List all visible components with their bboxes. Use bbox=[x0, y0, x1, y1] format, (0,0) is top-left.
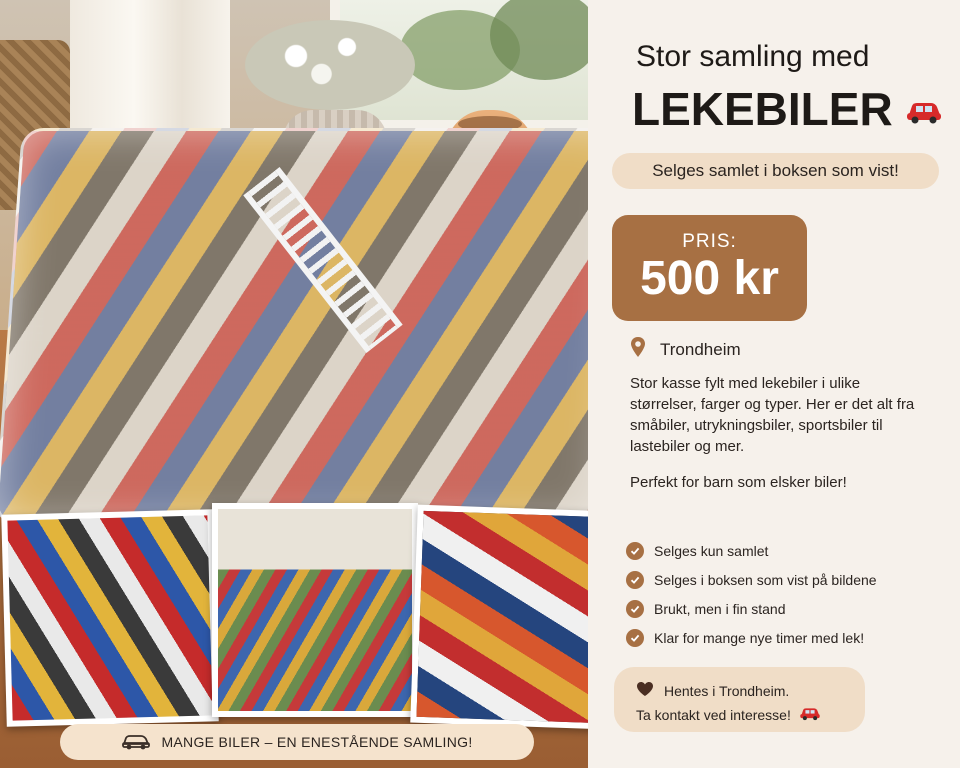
red-car-icon bbox=[799, 705, 821, 724]
thumbnail-photo-2 bbox=[212, 503, 418, 717]
description bbox=[630, 373, 930, 493]
flowers bbox=[245, 20, 415, 110]
description-paragraph-2: Perfekt for barn som elsker biler! bbox=[630, 474, 847, 491]
check-icon bbox=[626, 571, 644, 589]
check-icon bbox=[626, 629, 644, 647]
heart-icon bbox=[636, 681, 654, 700]
feature-text: Klar for mange nye timer med lek! bbox=[654, 629, 865, 646]
title-line-1: Stor samling med bbox=[636, 40, 870, 73]
red-car-icon bbox=[905, 82, 943, 136]
location-pin-icon bbox=[630, 336, 646, 363]
description-paragraph-1: Stor kasse fylt med lekebiler i ulike størrelser, farger og typer. Her er det alt fra småbiler, utrykningsbiler, sportsbiler til lastebiler og mer. bbox=[630, 375, 915, 455]
contact-line-2: Ta kontakt ved interesse! bbox=[636, 706, 791, 723]
feature-text: Selges kun samlet bbox=[654, 542, 769, 559]
price-box bbox=[612, 215, 807, 321]
price-label: PRIS: bbox=[682, 231, 737, 252]
feature-list bbox=[626, 536, 877, 652]
subtitle-pill: Selges samlet i boksen som vist! bbox=[612, 153, 939, 189]
location-text: Trondheim bbox=[660, 339, 741, 359]
feature-text: Brukt, men i fin stand bbox=[654, 600, 786, 617]
check-icon bbox=[626, 600, 644, 618]
location bbox=[630, 336, 741, 363]
contact-line-1: Hentes i Trondheim. bbox=[664, 682, 790, 699]
list-item bbox=[626, 565, 877, 594]
bottom-banner bbox=[60, 724, 534, 760]
title-main: LEKEBILER bbox=[632, 83, 893, 135]
list-item bbox=[626, 623, 877, 652]
list-item bbox=[626, 594, 877, 623]
list-item bbox=[626, 536, 877, 565]
check-icon bbox=[626, 542, 644, 560]
car-outline-icon bbox=[121, 732, 151, 753]
contact-pill bbox=[614, 667, 865, 732]
thumbnail-photo-3 bbox=[410, 505, 588, 730]
feature-text: Selges i boksen som vist på bildene bbox=[654, 571, 877, 588]
price-value: 500 kr bbox=[640, 252, 779, 305]
bottom-banner-text: MANGE BILER – EN ENESTÅENDE SAMLING! bbox=[161, 734, 473, 750]
thumbnail-photo-1 bbox=[1, 509, 218, 726]
title-line-2 bbox=[632, 82, 943, 136]
